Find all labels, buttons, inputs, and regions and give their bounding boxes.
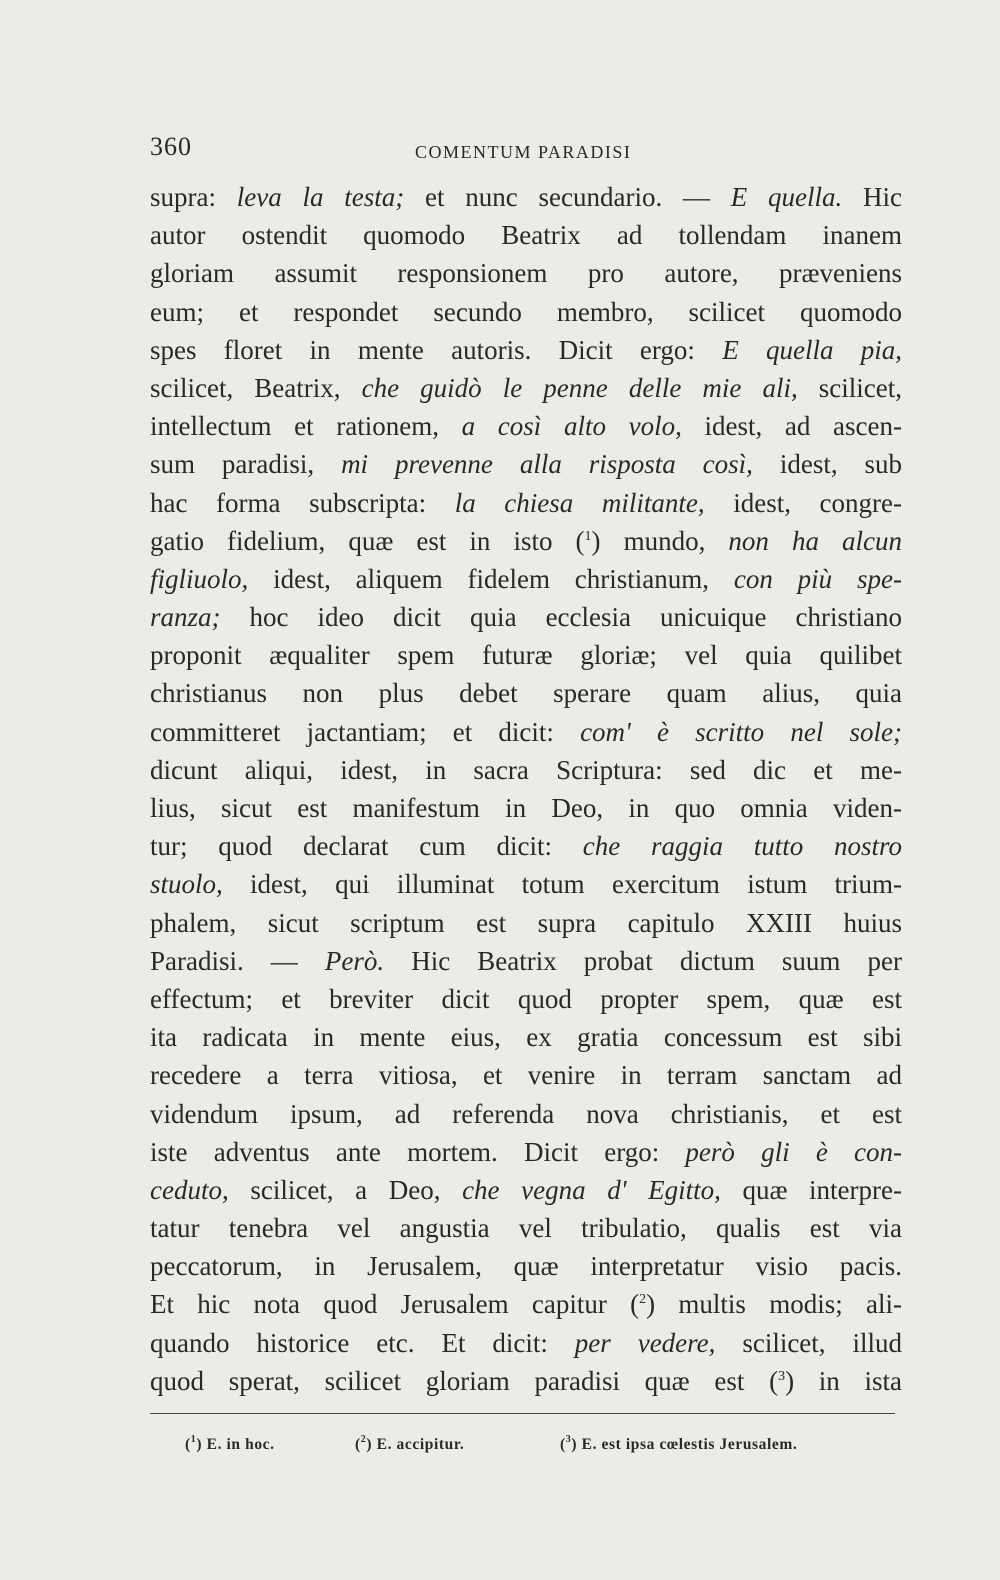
footnote-mark: 2 <box>360 1434 367 1445</box>
text-run: quæ interpre- <box>720 1174 902 1205</box>
text-run: supra: <box>150 182 237 212</box>
text-run: scilicet, a Deo, <box>228 1174 463 1205</box>
text-run: ) in ista <box>785 1365 902 1396</box>
italic-quote: com' è scritto nel sole; <box>580 716 902 747</box>
text-line <box>150 1247 902 1285</box>
page-header <box>150 124 910 164</box>
text-run: committeret jactantiam; et dicit: <box>150 716 581 747</box>
text-run: spes floret in mente autoris. Dicit ergo: <box>150 334 723 365</box>
text-run: lius, sicut est manifestum in Deo, in quo omnia viden- <box>150 793 902 823</box>
footnote-text: E. accipitur. <box>376 1436 465 1453</box>
text-run: quando historice etc. Et dicit: <box>150 1327 575 1358</box>
text-run: tur; quod declarat cum dicit: <box>150 831 583 862</box>
italic-quote: per vedere, <box>574 1327 716 1358</box>
text-run: effectum; et breviter dicit quod propter spem, quæ est <box>150 983 902 1014</box>
text-run: videndum ipsum, ad referenda nova christianis, et est <box>150 1098 902 1129</box>
running-head: COMENTUM PARADISI <box>415 142 632 162</box>
footnote-mark: 3 <box>565 1434 572 1445</box>
text-run: Paradisi. — <box>150 945 325 976</box>
text-line <box>150 216 902 254</box>
text-run: recedere a terra vitiosa, et venire in terram sanctam ad <box>150 1060 902 1091</box>
italic-quote: ceduto, <box>150 1174 229 1205</box>
text-run: quod sperat, scilicet gloriam paradisi quæ est ( <box>150 1365 779 1396</box>
text-line <box>150 827 902 865</box>
text-line <box>150 598 902 636</box>
footnote-mark: 1 <box>190 1434 197 1445</box>
footnote-rule <box>150 1413 895 1414</box>
text-run: Et hic nota quod Jerusalem capitur ( <box>150 1289 640 1320</box>
text-run: dicunt aliqui, idest, in sacra Scriptura: sed dic et me- <box>150 754 902 785</box>
body-text <box>150 178 902 1400</box>
text-run: tatur tenebra vel angustia vel tribulatio, qualis est via <box>150 1213 902 1244</box>
text-run: ) mundo, <box>591 525 729 556</box>
text-line <box>150 713 902 751</box>
text-run: proponit æqualiter spem futuræ gloriæ; vel quia quilibet <box>150 640 902 671</box>
text-line <box>150 942 902 980</box>
footnote: ($^3$) E. est ipsa cœlestis Jerusalem. <box>560 1434 798 1453</box>
italic-quote: figliuolo, <box>150 563 249 594</box>
text-line <box>150 751 902 789</box>
text-run: idest, aliquem fidelem christianum, <box>248 563 734 594</box>
text-line <box>150 484 902 522</box>
text-run: idest, qui illuminat totum exercitum istum trium- <box>222 869 902 900</box>
footnotes <box>185 1436 905 1466</box>
text-line <box>150 636 902 674</box>
italic-quote: E quella. <box>730 182 843 212</box>
text-line <box>150 407 902 445</box>
text-line <box>150 1018 902 1056</box>
italic-quote: che raggia tutto nostro <box>582 831 902 862</box>
text-line <box>150 293 902 331</box>
text-line <box>150 369 902 407</box>
text-line <box>150 980 902 1018</box>
text-line <box>150 1095 902 1133</box>
text-run: intellectum et rationem, <box>150 411 462 442</box>
text-run: phalem, sicut scriptum est supra capitulo XXIII huius <box>150 907 902 938</box>
italic-quote: stuolo, <box>150 869 223 900</box>
text-line <box>150 1056 902 1094</box>
italic-quote: E quella pia, <box>722 334 902 365</box>
footnote-ref: 3 <box>778 1368 786 1384</box>
italic-quote: Però. <box>324 945 385 976</box>
text-line <box>150 254 902 292</box>
text-run: Hic Beatrix probat dictum suum per <box>384 945 902 976</box>
text-line <box>150 560 902 598</box>
footnote-text: E. in hoc. <box>206 1436 275 1453</box>
footnote-ref: 2 <box>639 1292 647 1308</box>
text-line <box>150 904 902 942</box>
text-run: autor ostendit quomodo Beatrix ad tollendam inanem <box>150 220 902 251</box>
text-run: Hic <box>842 182 902 212</box>
text-line <box>150 522 902 560</box>
text-line <box>150 674 902 712</box>
text-run: gloriam assumit responsionem pro autore, præveniens <box>150 258 902 289</box>
text-line <box>150 1133 902 1171</box>
footnote-text: E. est ipsa cœlestis Jerusalem. <box>581 1436 798 1453</box>
text-run: idest, congre- <box>704 487 902 518</box>
text-run: ) multis modis; ali- <box>646 1289 902 1320</box>
text-run: hoc ideo dicit quia ecclesia unicuique christiano <box>220 602 902 633</box>
footnote: ($^1$) E. in hoc. <box>185 1434 275 1453</box>
text-run: idest, ad ascen- <box>681 411 902 442</box>
italic-quote: non ha alcun <box>728 525 902 556</box>
text-run: idest, sub <box>752 449 902 480</box>
text-run: scilicet, <box>797 372 902 403</box>
footnote: ($^2$) E. accipitur. <box>355 1434 465 1453</box>
text-line <box>150 1209 902 1247</box>
text-run: peccatorum, in Jerusalem, quæ interpretatur visio pacis. <box>150 1251 902 1282</box>
italic-quote: che guidò le penne delle mie ali, <box>361 372 798 403</box>
text-line <box>150 178 902 216</box>
text-line <box>150 1362 902 1400</box>
italic-quote: che vegna d' Egitto, <box>462 1174 721 1205</box>
italic-quote: con più spe- <box>733 563 902 594</box>
italic-quote: mi prevenne alla risposta così, <box>341 449 753 480</box>
italic-quote: la chiesa militante, <box>454 487 705 518</box>
text-run: gatio fidelium, quæ est in isto ( <box>150 525 585 556</box>
text-line <box>150 865 902 903</box>
italic-quote: però gli è con- <box>685 1136 902 1167</box>
text-run: ita radicata in mente eius, ex gratia concessum est sibi <box>150 1022 902 1053</box>
text-run: christianus non plus debet sperare quam alius, quia <box>150 678 902 709</box>
text-run: scilicet, Beatrix, <box>150 372 362 403</box>
text-run: iste adventus ante mortem. Dicit ergo: <box>150 1136 686 1167</box>
text-run: eum; et respondet secundo membro, scilicet quomodo <box>150 296 902 327</box>
text-run: sum paradisi, <box>150 449 342 480</box>
text-line <box>150 1324 902 1362</box>
text-line <box>150 1171 902 1209</box>
footnote-ref: 1 <box>584 528 592 544</box>
italic-quote: a così alto volo, <box>461 411 682 442</box>
text-run: hac forma subscripta: <box>150 487 455 518</box>
italic-quote: ranza; <box>150 602 221 633</box>
text-line <box>150 445 902 483</box>
text-run: scilicet, illud <box>715 1327 902 1358</box>
text-run: et nunc secundario. — <box>404 182 731 212</box>
italic-quote: leva la testa; <box>236 182 405 212</box>
text-line <box>150 331 902 369</box>
text-line <box>150 1285 902 1323</box>
text-line <box>150 789 902 827</box>
page-number: 360 <box>150 132 192 161</box>
